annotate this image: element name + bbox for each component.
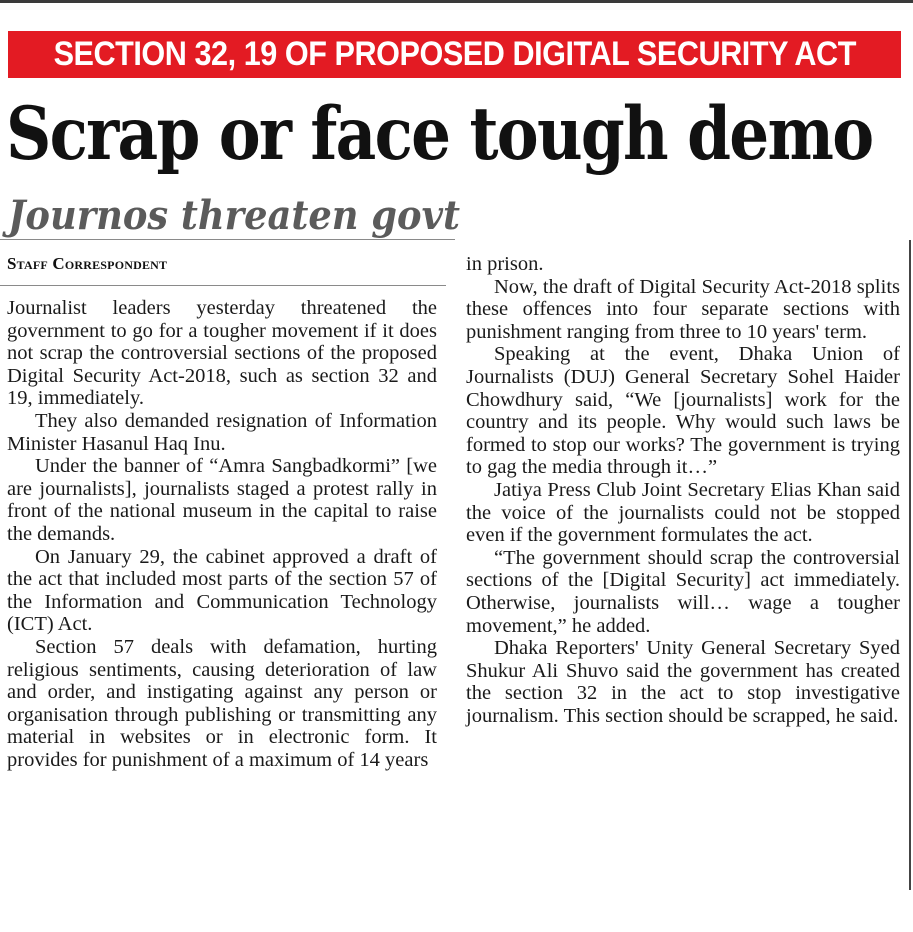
headline: Scrap or face tough demo	[6, 91, 873, 177]
page-edge-rule	[909, 240, 911, 890]
byline: Staff Correspondent	[7, 254, 168, 273]
paragraph: “The government should scrap the controversial sections of the [Digital Security] act immediately. Otherwise, journalists will… wage a tougher movement,” he added.	[466, 546, 900, 637]
top-rule	[0, 0, 913, 3]
paragraph: Dhaka Reporters' Unity General Secretary Syed Shukur Ali Shuvo said the government has created the section 32 in the act to stop investigative journalism. This section should be scrapped, he said.	[466, 637, 900, 727]
paragraph: On January 29, the cabinet approved a draft of the act that included most parts of the section 57 of the Information and Communication Technology (ICT) Act.	[7, 545, 437, 636]
paragraph: Journalist leaders yesterday threatened the government to go for a tougher movement if it does not scrap the controversial sections of the proposed Digital Security Act-2018, such as section 32 and 19, immediately.	[7, 297, 437, 410]
paragraph: Jatiya Press Club Joint Secretary Elias Khan said the voice of the journalists could not be stopped even if the government formulates the act.	[466, 478, 900, 547]
article-column-left	[7, 297, 437, 771]
paragraph: in prison.	[466, 253, 544, 275]
kicker-text: SECTION 32, 19 OF PROPOSED DIGITAL SECURITY ACT	[53, 35, 856, 73]
paragraph: Speaking at the event, Dhaka Union of Journalists (DUJ) General Secretary Sohel Haider Chowdhury said, “We [journalists] work for the country and its people. Why would such laws be formed to stop our works? The government is trying to gag the media through it…”	[466, 343, 900, 479]
byline-rule	[0, 285, 446, 286]
subheadline: Journos threaten govt	[8, 192, 460, 239]
paragraph: Under the banner of “Amra Sangbadkormi” [we are journalists], journalists staged a protest rally in front of the national museum in the capital to raise the demands.	[7, 455, 437, 545]
subheadline-rule	[0, 239, 455, 240]
paragraph: Now, the draft of Digital Security Act-2018 splits these offences into four separate sections with punishment ranging from three to 10 years' term.	[466, 275, 900, 343]
article-column-right	[466, 253, 900, 727]
paragraph: They also demanded resignation of Information Minister Hasanul Haq Inu.	[7, 409, 437, 455]
kicker-banner	[8, 31, 901, 78]
paragraph: Section 57 deals with defamation, hurting religious sentiments, causing deterioration of law and order, and instigating against any person or organisation through publishing or transmitting any material in websites or in electronic form. It provides for punishment of a maximum of 14 years	[7, 635, 437, 771]
